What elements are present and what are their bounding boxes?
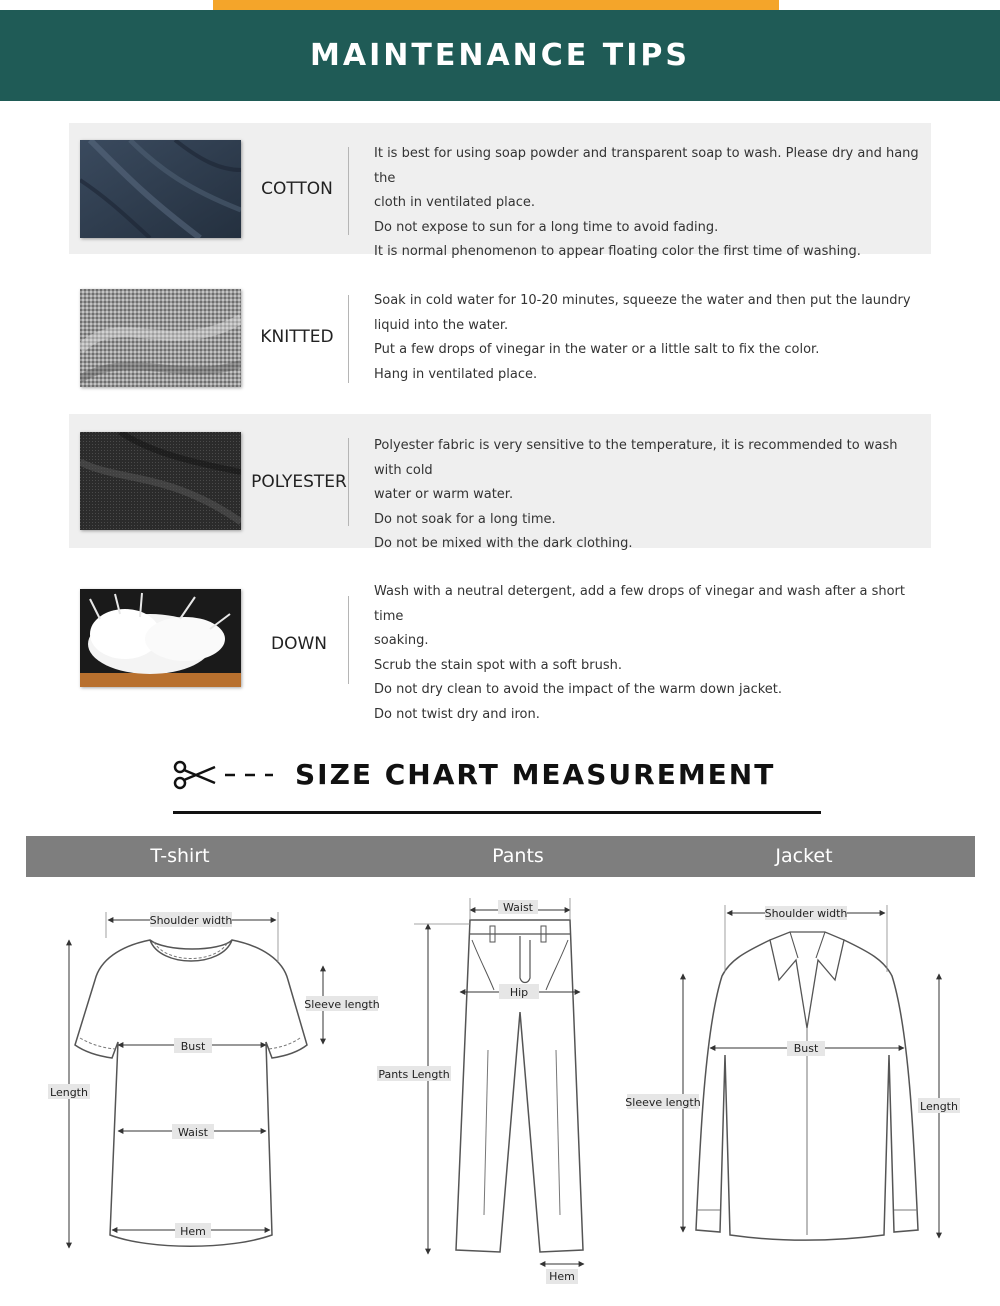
size-diagrams [0,880,1000,1300]
size-chart-heading [173,752,823,814]
top-accent-bar [213,0,779,10]
maintenance-header [0,10,1000,101]
scissors-icon [173,757,273,793]
fabric-name-knitted: KNITTED [260,327,334,347]
dim-label: Shoulder width [149,914,233,927]
fabric-row-knitted [69,270,931,401]
care-line: Scrub the stain spot with a soft brush. [374,657,622,673]
dim-label: Waist [502,901,534,914]
divider [348,295,349,383]
care-line: Wash with a neutral detergent, add a few drops of vinegar and wash after a short time [374,584,905,624]
dim-label: Hem [180,1225,206,1238]
divider [348,596,349,684]
fabric-row-down [69,568,931,722]
cotton-fabric-swatch [80,140,241,238]
care-line: liquid into the water. [374,317,509,333]
care-line: Do not twist dry and iron. [374,706,540,722]
dim-label: Bust [793,1042,819,1055]
care-line: Do not soak for a long time. [374,511,556,527]
pants-diagram [377,898,584,1284]
fabric-row-cotton [69,123,931,259]
title-underline [173,811,821,814]
care-line: cloth in ventilated place. [374,195,535,210]
fabric-care-text-knitted [374,289,924,387]
garment-label-tshirt: T-shirt [150,845,210,867]
garment-label-jacket: Jacket [775,845,833,867]
dim-label: Bust [180,1040,206,1053]
fabric-name-cotton: COTTON [261,179,333,199]
dim-label: Sleeve length [304,998,380,1011]
fabric-care-text-polyester [374,434,924,557]
dim-label: Length [920,1100,958,1113]
care-line: Do not dry clean to avoid the impact of the warm down jacket. [374,682,783,697]
divider [348,147,349,235]
tshirt-outline [75,940,307,1246]
dim-label: Shoulder width [764,907,848,920]
garment-label-pants: Pants [492,845,544,867]
dim-label: Hem [549,1270,575,1283]
jacket-diagram [625,905,960,1240]
fabric-name-polyester: POLYESTER [251,472,347,492]
fabric-name-down: DOWN [271,634,327,654]
size-chart-title: SIZE CHART MEASUREMENT [295,758,776,791]
care-line: Do not expose to sun for a long time to avoid fading. [374,219,719,235]
divider [348,438,349,526]
tshirt-diagram [48,912,380,1248]
fabric-care-text-down [374,580,924,727]
dim-label: Pants Length [378,1068,450,1081]
fabric-row-polyester [69,414,931,551]
knitted-fabric-swatch [80,289,241,387]
care-line: Polyester fabric is very sensitive to the temperature, it is recommended to wash with cold [374,438,898,478]
care-line: soaking. [374,633,429,648]
care-line: It is normal phenomenon to appear floating color the first time of washing. [374,244,861,259]
polyester-fabric-swatch [80,432,241,530]
dim-label: Length [50,1086,88,1099]
care-line: water or warm water. [374,487,514,502]
dim-label: Hip [509,986,529,999]
care-line: Hang in ventilated place. [374,366,538,382]
fabric-care-text-cotton [374,142,924,265]
care-line: Soak in cold water for 10-20 minutes, squeeze the water and then put the laundry [374,293,911,308]
page-title: MAINTENANCE TIPS [310,38,690,73]
care-line: Do not be mixed with the dark clothing. [374,536,633,551]
care-line: Put a few drops of vinegar in the water or a little salt to fix the color. [374,342,820,357]
dim-label: Sleeve length [625,1096,701,1109]
down-feather-swatch [80,589,241,687]
dim-label: Waist [177,1126,209,1139]
garment-category-bar [26,836,975,877]
care-line: It is best for using soap powder and transparent soap to wash. Please dry and hang the [374,146,919,186]
